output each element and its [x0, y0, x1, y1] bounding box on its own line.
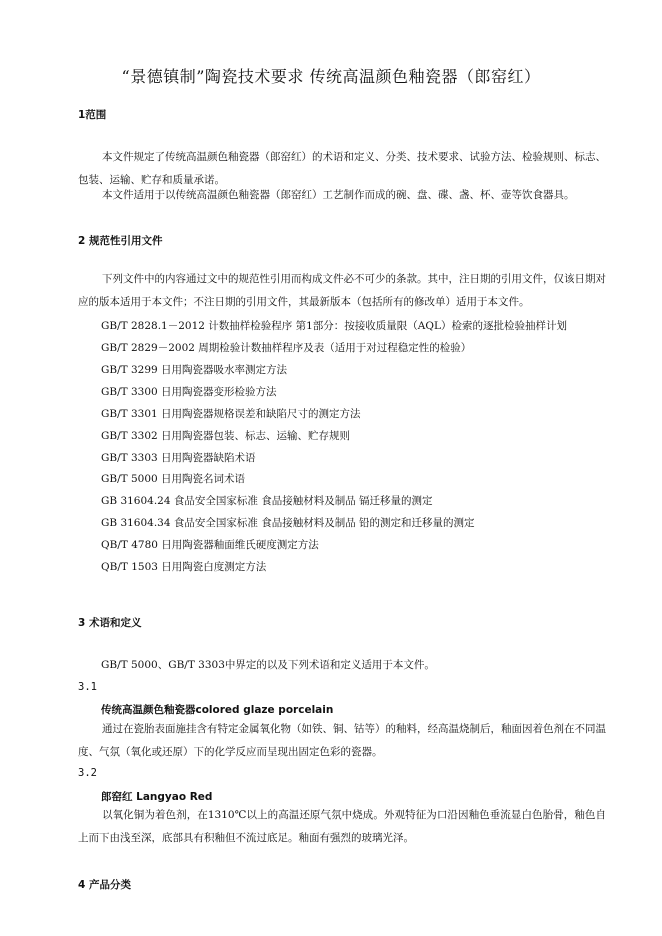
reference-item: GB/T 3301 日用陶瓷器规格误差和缺陷尺寸的测定方法 — [101, 408, 361, 420]
reference-item: GB/T 3302 日用陶瓷器包装、标志、运输、贮存规则 — [101, 430, 351, 442]
reference-item: GB 31604.24 食品安全国家标准 食品接触材料及制品 镉迁移量的测定 — [101, 495, 433, 507]
reference-item: GB/T 3303 日用陶瓷器缺陷术语 — [101, 452, 256, 464]
section-4-heading: 4 产品分类 — [78, 879, 131, 891]
term-3-2-definition — [78, 804, 606, 850]
section-1-paragraph-2-text: 本文件适用于以传统高温颜色釉瓷器（郎窑红）工艺制作而成的碗、盘、碟、盏、杯、壶等饮食器具。 — [102, 189, 575, 201]
section-3-heading: 3 术语和定义 — [78, 617, 142, 629]
term-3-1-definition — [78, 718, 606, 764]
section-3-intro: GB/T 5000、GB/T 3303中界定的以及下列术语和定义适用于本文件。 — [101, 659, 435, 671]
reference-item: GB/T 3299 日用陶瓷器吸水率测定方法 — [101, 364, 288, 376]
term-3-2-title: 郎窑红 Langyao Red — [101, 791, 213, 803]
section-2-paragraph — [78, 268, 606, 314]
term-3-2-definition-text: 以氧化铜为着色剂，在1310℃以上的高温还原气氛中烧成。外观特征为口沿因釉色垂流显白色胎骨，釉色自上而下由浅至深，底部具有积釉但不流过底足。釉面有强烈的玻璃光泽。 — [78, 809, 606, 844]
section-2-heading: 2 规范性引用文件 — [78, 235, 163, 247]
page-title: “景德镇制”陶瓷技术要求 传统高温颜色釉瓷器（郎窑红） — [121, 67, 541, 86]
term-3-1-number: 3.1 — [78, 681, 97, 693]
section-1-paragraph-1-text: 本文件规定了传统高温颜色釉瓷器（郎窑红）的术语和定义、分类、技术要求、试验方法、检验规则、标志、包装、运输、贮存和质量承诺。 — [78, 151, 606, 186]
reference-item: GB/T 5000 日用陶瓷名词术语 — [101, 473, 246, 485]
reference-item: QB/T 1503 日用陶瓷白度测定方法 — [101, 561, 267, 573]
term-3-2-number: 3.2 — [78, 767, 97, 779]
reference-item: GB/T 2829－2002 周期检验计数抽样程序及表（适用于对过程稳定性的检验） — [101, 342, 472, 354]
section-2-paragraph-text: 下列文件中的内容通过文中的规范性引用而构成文件必不可少的条款。其中，注日期的引用文件，仅该日期对应的版本适用于本文件；不注日期的引用文件，其最新版本（包括所有的修改单）适用于本文件。 — [78, 273, 606, 308]
reference-item: GB/T 2828.1－2012 计数抽样检验程序 第1部分：按接收质量限（AQL）检索的逐批检验抽样计划 — [101, 320, 567, 332]
reference-item: GB/T 3300 日用陶瓷器变形检验方法 — [101, 386, 277, 398]
reference-item: GB 31604.34 食品安全国家标准 食品接触材料及制品 铅的测定和迁移量的测定 — [101, 517, 475, 529]
reference-item: QB/T 4780 日用陶瓷器釉面维氏硬度测定方法 — [101, 539, 319, 551]
term-3-1-definition-text: 通过在瓷胎表面施挂含有特定金属氧化物（如铁、铜、钴等）的釉料，经高温烧制后，釉面因着色剂在不同温度、气氛（氧化或还原）下的化学反应而呈现出固定色彩的瓷器。 — [78, 723, 606, 758]
section-1-paragraph-2 — [78, 184, 606, 207]
term-3-1-title: 传统高温颜色釉瓷器colored glaze porcelain — [101, 704, 334, 716]
section-1-heading: 1范围 — [78, 109, 107, 121]
